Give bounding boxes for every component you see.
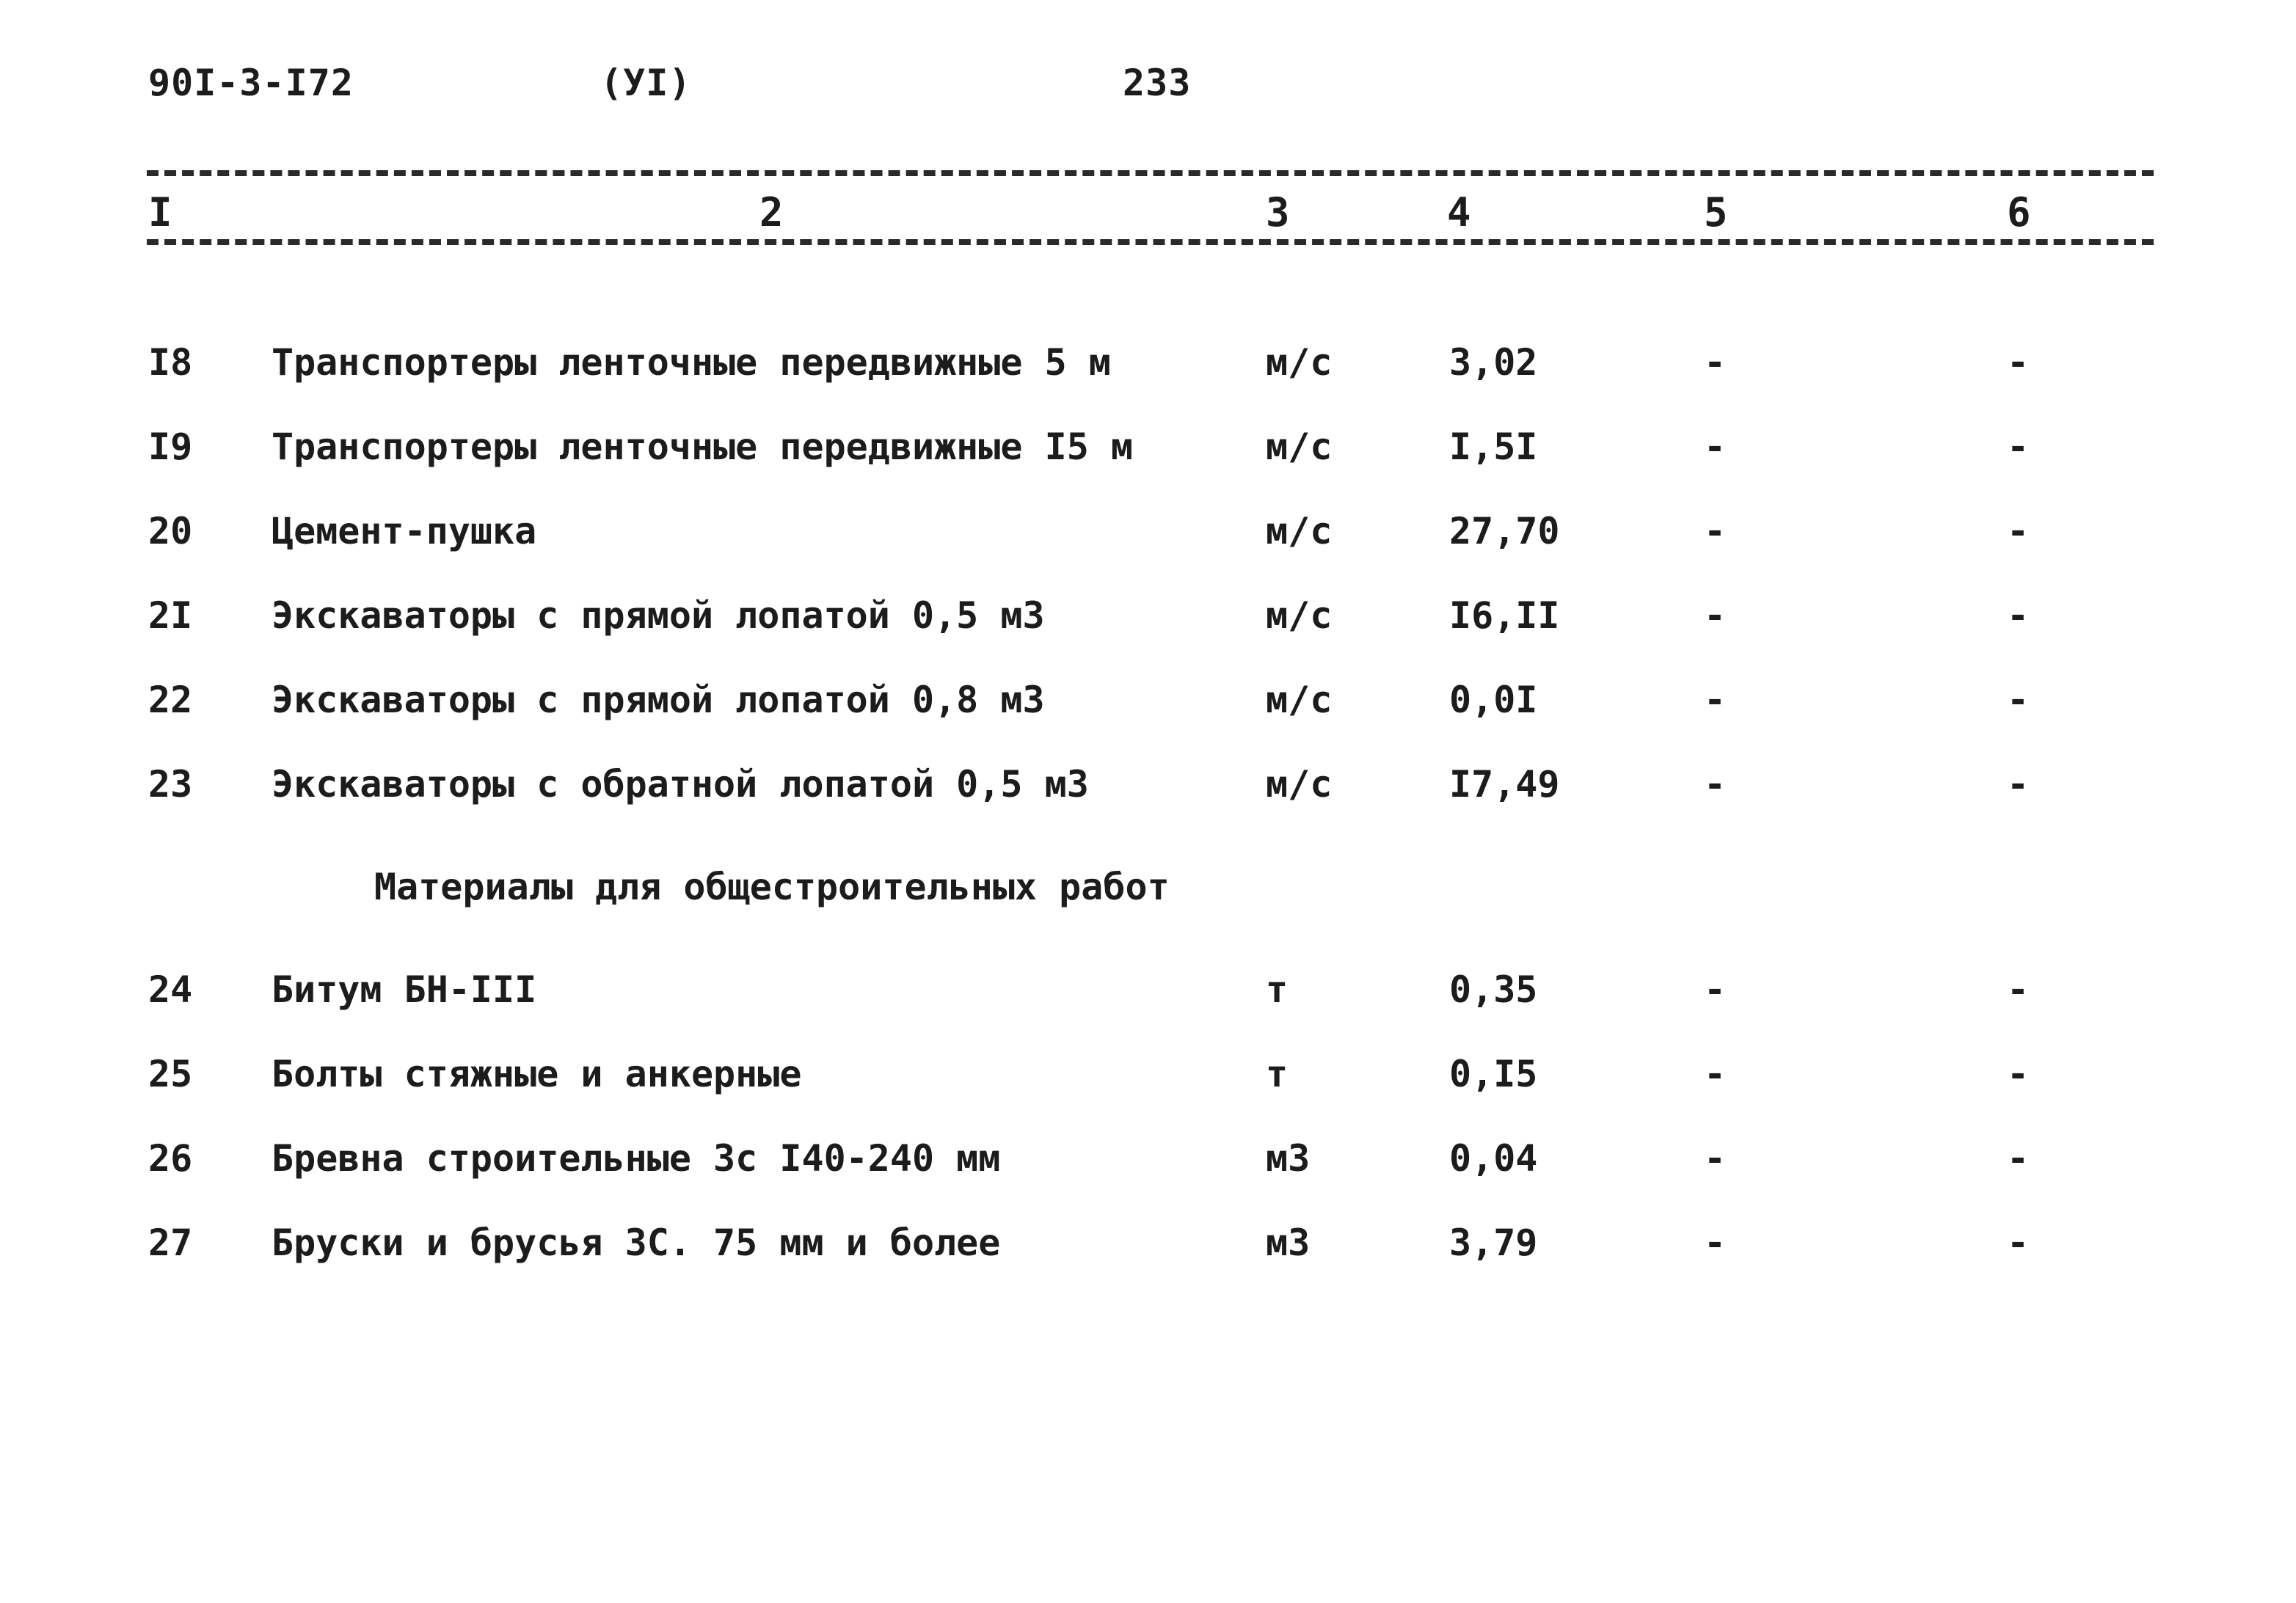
row-name: Битум БН-III (271, 968, 537, 1011)
row-name: Бревна строительные 3с I40-240 мм (271, 1137, 1001, 1180)
table-row (0, 1053, 2296, 1111)
row-number: 20 (148, 510, 193, 552)
row-col6: - (2007, 426, 2030, 468)
row-unit: м3 (1266, 1222, 1311, 1264)
row-name: Транспортеры ленточные передвижные 5 м (271, 341, 1111, 384)
row-value: 3,02 (1449, 341, 1538, 384)
row-col5: - (1704, 1053, 1727, 1095)
column-header-5: 5 (1704, 189, 1728, 235)
row-value: I6,II (1449, 594, 1560, 637)
row-unit: м/с (1266, 594, 1333, 637)
row-unit: м/с (1266, 679, 1333, 721)
row-col5: - (1704, 968, 1727, 1011)
row-col5: - (1704, 341, 1727, 384)
row-col5: - (1704, 510, 1727, 552)
row-col5: - (1704, 594, 1727, 637)
volume-label: (УI) (600, 62, 692, 104)
column-header-4: 4 (1447, 189, 1471, 235)
row-unit: м/с (1266, 341, 1333, 384)
page-number: 233 (1123, 62, 1192, 104)
row-name: Цемент-пушка (271, 510, 537, 552)
row-value: 0,35 (1449, 968, 1538, 1011)
row-value: 3,79 (1449, 1222, 1538, 1264)
row-col6: - (2007, 968, 2030, 1011)
row-col5: - (1704, 426, 1727, 468)
row-name: Транспортеры ленточные передвижные I5 м (271, 426, 1133, 468)
table-row (0, 426, 2296, 484)
row-col6: - (2007, 510, 2030, 552)
row-name: Болты стяжные и анкерные (271, 1053, 802, 1095)
row-number: 26 (148, 1137, 193, 1180)
row-number: 23 (148, 763, 193, 806)
row-col6: - (2007, 594, 2030, 637)
row-col6: - (2007, 341, 2030, 384)
row-col6: - (2007, 1053, 2030, 1095)
row-unit: м/с (1266, 510, 1333, 552)
row-number: 22 (148, 679, 193, 721)
row-unit: м3 (1266, 1137, 1311, 1180)
row-unit: т (1266, 968, 1289, 1011)
row-number: 24 (148, 968, 193, 1011)
row-col5: - (1704, 1222, 1727, 1264)
row-number: I8 (148, 341, 193, 384)
row-unit: т (1266, 1053, 1289, 1095)
document-code: 90I-3-I72 (148, 62, 354, 104)
row-unit: м/с (1266, 426, 1333, 468)
table-header-bottom-rule (147, 239, 2154, 245)
row-value: 0,0I (1449, 679, 1538, 721)
column-header-6: 6 (2007, 189, 2031, 235)
section-title: Материалы для общестроительных работ (374, 866, 1170, 908)
table-row (0, 594, 2296, 653)
column-header-2: 2 (759, 189, 784, 235)
row-name: Бруски и брусья 3С. 75 мм и более (271, 1222, 1001, 1264)
row-col5: - (1704, 763, 1727, 806)
row-number: 25 (148, 1053, 193, 1095)
row-value: 0,I5 (1449, 1053, 1538, 1095)
column-header-3: 3 (1266, 189, 1290, 235)
row-name: Экскаваторы с прямой лопатой 0,8 м3 (271, 679, 1045, 721)
row-col6: - (2007, 1222, 2030, 1264)
row-number: I9 (148, 426, 193, 468)
table-row (0, 968, 2296, 1027)
table-top-rule (147, 170, 2154, 176)
row-number: 2I (148, 594, 193, 637)
row-number: 27 (148, 1222, 193, 1264)
table-row (0, 510, 2296, 569)
table-row (0, 679, 2296, 737)
table-row (0, 763, 2296, 822)
row-value: 0,04 (1449, 1137, 1538, 1180)
row-col6: - (2007, 679, 2030, 721)
column-header-1: I (148, 189, 172, 235)
row-name: Экскаваторы с обратной лопатой 0,5 м3 (271, 763, 1089, 806)
row-name: Экскаваторы с прямой лопатой 0,5 м3 (271, 594, 1045, 637)
table-row (0, 1222, 2296, 1280)
row-value: 27,70 (1449, 510, 1560, 552)
row-value: I,5I (1449, 426, 1538, 468)
table-row (0, 341, 2296, 400)
row-unit: м/с (1266, 763, 1333, 806)
row-value: I7,49 (1449, 763, 1560, 806)
row-col6: - (2007, 1137, 2030, 1180)
row-col5: - (1704, 1137, 1727, 1180)
row-col6: - (2007, 763, 2030, 806)
row-col5: - (1704, 679, 1727, 721)
table-row (0, 1137, 2296, 1196)
